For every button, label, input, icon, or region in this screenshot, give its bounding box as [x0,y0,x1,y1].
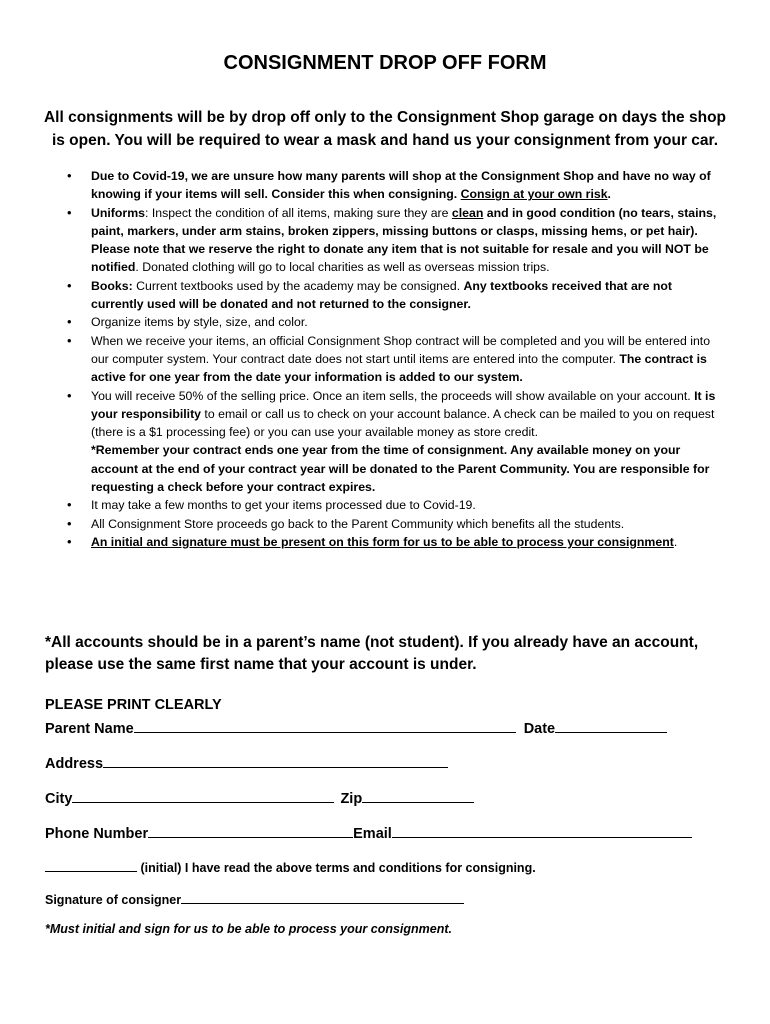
books-label: Books: [91,278,133,293]
consign-at-own-risk: Consign at your own risk [460,187,608,202]
list-item: • When we receive your items, an official Consignment Shop contract will be completed and you will be entered into our computer system. Your contract date does not start until items are entered into the computer. The contract is active for one year from the date your information is added to our system. [65,332,725,387]
zip-label: Zip [340,791,363,807]
address-label: Address [45,756,104,772]
initial-row [45,858,536,875]
covid-warning: Due to Covid-19, we are unsure how many parents will shop at the Consignment Shop and have no way of knowing if your items will sell. Consider this when consigning. [91,169,711,202]
signature-row [45,890,464,907]
phone-email-row [45,824,692,842]
clean-emphasis: clean [451,205,484,220]
terms-list [65,167,725,551]
accounts-note: *All accounts should be in a parent’s name (not student). If you already have an account, please use the same first name that your account is under. [45,634,699,673]
city-label: City [45,791,73,807]
date-label: Date [523,721,556,737]
signature-label: Signature of consigner [45,893,182,907]
uniforms-label: Uniforms [91,205,145,220]
initial-field[interactable] [45,858,137,872]
zip-field[interactable] [362,789,474,803]
address-row [45,754,448,772]
list-item: • Due to Covid-19, we are unsure how many parents will shop at the Consignment Shop and have no way of knowing if your items will sell. Consider this when consigning. Consign at your own risk. [65,167,725,204]
must-sign-note: *Must initial and sign for us to be able to process your consignment. [45,922,452,936]
parent-name-field[interactable] [134,719,516,733]
parent-name-label: Parent Name [45,721,134,737]
print-clearly-heading: PLEASE PRINT CLEARLY [45,697,222,713]
list-item: • All Consignment Store proceeds go back to the Parent Community which benefits all the students. [65,515,725,533]
form-title: CONSIGNMENT DROP OFF FORM [223,52,547,74]
signature-field[interactable] [181,890,464,904]
list-item: • You will receive 50% of the selling price. Once an item sells, the proceeds will show available on your account. It is your responsibility to email or call us to check on your account balance. A check can be mailed to you on request (there is a $1 processing fee) or you can use your available money as store credit. [65,387,725,442]
list-item: • Organize items by style, size, and color. [65,313,725,331]
city-field[interactable] [72,789,334,803]
initial-signature-required: An initial and signature must be present on this form for us to be able to process your consignment [91,534,674,549]
email-field[interactable] [392,824,692,838]
list-item: • It may take a few months to get your items processed due to Covid-19. [65,496,725,514]
intro-paragraph: All consignments will be by drop off only to the Consignment Shop garage on days the shop is open. You will be required to wear a mask and hand us your consignment from your car. [43,109,727,149]
city-zip-row [45,789,474,807]
initial-statement: (initial) I have read the above terms and conditions for consigning. [140,861,536,875]
email-label: Email [353,826,392,842]
list-item: • Uniforms: Inspect the condition of all items, making sure they are clean and in good condition (no tears, stains, paint, markers, under arm stains, broken zippers, missing buttons or clasps, missing hems, or pet hair). Please note that we reserve the right to donate any item that is not suitable for resale and you will NOT be notified. Donated clothing will go to local charities as well as overseas mission trips. [65,204,725,277]
parent-name-row [45,719,667,737]
phone-field[interactable] [148,824,353,838]
address-field[interactable] [103,754,448,768]
date-field[interactable] [555,719,667,733]
remember-note: *Remember your contract ends one year from the time of consignment. Any available money on your account at the end of your contract year will be donated to the Parent Community. You are responsible for requesting a check before your contract expires. [91,443,710,495]
list-item: • Books: Current textbooks used by the academy may be consigned. Any textbooks received that are not currently used will be donated and not returned to the consigner. [65,277,725,314]
phone-label: Phone Number [45,826,149,842]
list-item: • An initial and signature must be present on this form for us to be able to process your consignment. [65,533,725,551]
